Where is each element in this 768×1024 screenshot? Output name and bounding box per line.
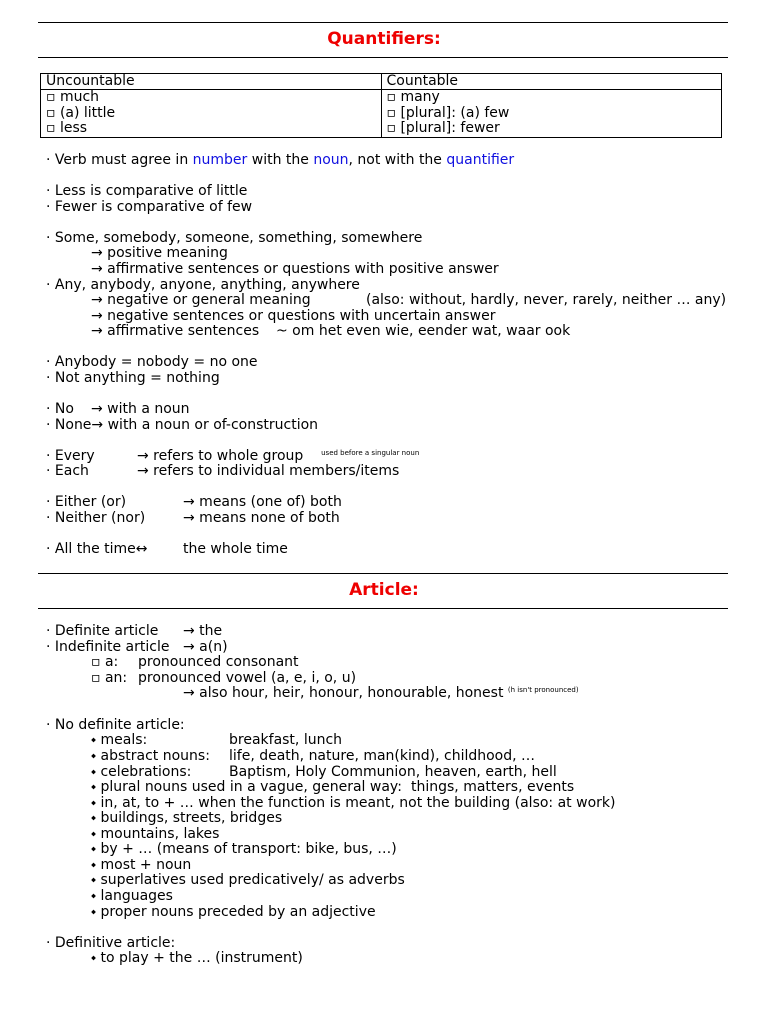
list-item: ⬩ mountains, lakes	[91, 826, 220, 842]
no-text: → with a noun	[91, 401, 190, 417]
definitive-heading: · Definitive article:	[46, 935, 176, 951]
some-line: · Some, somebody, someone, something, somewhere	[46, 230, 423, 246]
either-label: · Either (or)	[46, 494, 127, 510]
every-note: used before a singular noun	[321, 449, 420, 457]
uncountable-cell	[41, 90, 382, 138]
an-label: ▫ an:	[91, 670, 128, 686]
list-item: ▫ (a) little	[46, 104, 116, 121]
neither-text: → means none of both	[183, 510, 340, 526]
quantifiers-table	[40, 73, 722, 138]
a-label: ▫ a:	[91, 654, 119, 670]
text: , not with the	[348, 152, 447, 168]
list-item-text: things, matters, events	[411, 779, 575, 795]
list-item-text: Baptism, Holy Communion, heaven, earth, hell	[229, 764, 557, 780]
less-line: · Less is comparative of little	[46, 183, 248, 199]
list-item: ⬩ in, at, to + … when the function is meant, not the building (also: at work)	[91, 795, 616, 811]
list-item: ⬩ languages	[91, 888, 173, 904]
keyword-noun: noun	[313, 152, 349, 168]
article-title: Article:	[349, 580, 419, 600]
also-note: (h isn't pronounced)	[507, 686, 579, 694]
list-item: ⬩ by + … (means of transport: bike, bus, …)	[91, 841, 397, 857]
list-item-text: life, death, nature, man(kind), childhood, …	[229, 748, 536, 764]
a-text: pronounced consonant	[138, 654, 299, 670]
list-item-text: breakfast, lunch	[229, 732, 343, 748]
indefinite-text: → a(n)	[183, 639, 228, 655]
each-label: · Each	[46, 463, 89, 479]
list-item: ▫ much	[46, 89, 100, 105]
fewer-line: · Fewer is comparative of few	[46, 199, 253, 215]
table-header-countable: Countable	[381, 74, 722, 90]
list-item-label: ⬩ celebrations:	[91, 764, 192, 780]
list-item: ▫ [plural]: (a) few	[386, 104, 510, 121]
agreement-line	[46, 152, 514, 168]
list-item: ▫ [plural]: fewer	[386, 120, 500, 136]
anybody-line: · Anybody = nobody = no one	[46, 354, 258, 370]
list-item: ⬩ most + noun	[91, 857, 192, 873]
table-header-uncountable: Uncountable	[41, 74, 382, 90]
any-negative: → negative or general meaning	[91, 292, 311, 308]
countable-cell	[381, 90, 722, 138]
list-item: ▫ less	[46, 120, 88, 136]
an-text: pronounced vowel (a, e, i, o, u)	[138, 670, 357, 686]
none-line: · None→ with a noun or of-construction	[46, 417, 319, 433]
any-also: (also: without, hardly, never, rarely, neither … any)	[366, 292, 727, 308]
list-item-label: ⬩ meals:	[91, 732, 148, 748]
not-anything-line: · Not anything = nothing	[46, 370, 220, 386]
indefinite-label: · Indefinite article	[46, 639, 170, 655]
every-text-main: → refers to whole group	[137, 448, 304, 464]
any-dutch: ~ om het even wie, eender wat, waar ook	[276, 323, 571, 339]
any-negative-sentences: → negative sentences or questions with uncertain answer	[91, 308, 496, 324]
quantifiers-title-rule	[38, 57, 728, 58]
list-item: ▫ many	[386, 89, 440, 105]
top-rule	[38, 22, 728, 23]
article-title-rule	[38, 608, 728, 609]
definite-label: · Definite article	[46, 623, 159, 639]
some-affirmative: → affirmative sentences or questions with positive answer	[91, 261, 499, 277]
any-affirmative: → affirmative sentences	[91, 323, 260, 339]
every-label: · Every	[46, 448, 95, 464]
text: with the	[247, 152, 314, 168]
no-definite-heading: · No definite article:	[46, 717, 185, 733]
keyword-quantifier: quantifier	[446, 152, 515, 168]
list-item: ⬩ buildings, streets, bridges	[91, 810, 283, 826]
either-text: → means (one of) both	[183, 494, 342, 510]
quantifiers-title: Quantifiers:	[327, 29, 441, 49]
neither-label: · Neither (nor)	[46, 510, 146, 526]
list-item: ⬩ to play + the … (instrument)	[91, 950, 303, 966]
all-the-time-label: · All the time↔	[46, 541, 148, 557]
every-text	[137, 448, 419, 464]
list-item-label: ⬩ abstract nouns:	[91, 748, 210, 764]
any-line: · Any, anybody, anyone, anything, anywhere	[46, 277, 360, 293]
definite-text: → the	[183, 623, 223, 639]
no-label: · No	[46, 401, 74, 417]
article-top-rule	[38, 573, 728, 574]
each-text: → refers to individual members/items	[137, 463, 400, 479]
all-the-time-text: the whole time	[183, 541, 288, 557]
list-item-label: ⬩ plural nouns used in a vague, general way:	[91, 779, 402, 795]
some-positive: → positive meaning	[91, 245, 228, 261]
text: · Verb must agree in	[46, 152, 193, 168]
also-line	[183, 685, 579, 701]
also-text: → also hour, heir, honour, honourable, honest	[183, 685, 504, 701]
list-item: ⬩ proper nouns preceded by an adjective	[91, 904, 376, 920]
list-item: ⬩ superlatives used predicatively/ as adverbs	[91, 872, 405, 888]
keyword-number: number	[192, 152, 248, 168]
